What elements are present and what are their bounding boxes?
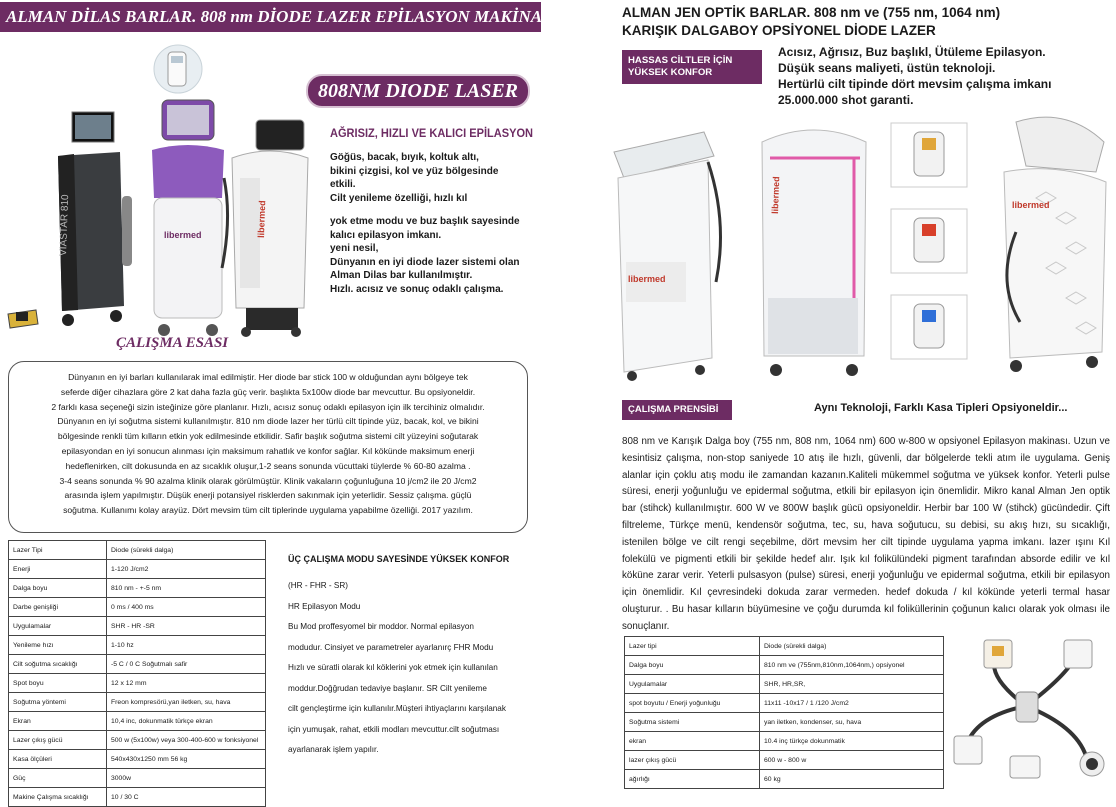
laser-machine-image xyxy=(604,122,734,384)
spec-table-right xyxy=(624,636,944,789)
mode-line: moddur.Doğğrudan tedaviye başlanır. SR Cilt yenileme xyxy=(288,683,487,693)
spec-value: 500 w (5x100w) veya 300-400-600 w fonksiyonel xyxy=(107,731,266,750)
spec-key: Kasa ölçüleri xyxy=(9,750,107,769)
spec-row xyxy=(625,637,944,656)
spec-row xyxy=(9,560,266,579)
highlight-line: Düşük seans maliyeti, üstün teknoloji. xyxy=(778,61,996,75)
brand-label-libermed-5: libermed xyxy=(1012,200,1050,210)
laser-machine-image xyxy=(986,112,1114,376)
brand-label-libermed: libermed xyxy=(164,230,202,240)
handpiece-image xyxy=(890,294,968,360)
spec-key: Dalga boyu xyxy=(625,656,760,675)
feature-line xyxy=(330,205,540,215)
brand-label-viastar: VIASTAR 810 xyxy=(58,194,72,257)
mode-line: Hızlı ve süratli olarak kıl köklerini yok etmek için kullanılan xyxy=(288,663,498,672)
description-box xyxy=(8,361,528,533)
spec-value: SHR - HR -SR xyxy=(107,617,266,636)
spec-value: -5 C / 0 C Soğutmalı safir xyxy=(107,655,266,674)
spec-row xyxy=(9,617,266,636)
spec-row xyxy=(625,713,944,732)
description-line: hedeflenirken, cilt dokusunda en az sıcaklık oluşur,1-2 seans sonunda vücuttaki tüylerde % 60-80 azalma . xyxy=(65,460,471,471)
principle-tag: ÇALIŞMA PRENSİBİ xyxy=(622,400,732,420)
brand-label-libermed-3: libermed xyxy=(628,274,666,284)
left-page-title: ALMAN DİLAS BARLAR. 808 nm DİODE LAZER EPİLASYON MAKİNASI xyxy=(0,2,541,32)
spec-key: Dalga boyu xyxy=(9,579,107,598)
feature-line: Hızlı. acısız ve sonuç odaklı çalışma. xyxy=(330,283,504,295)
spec-row xyxy=(625,770,944,789)
feature-line: kalıcı epilasyon imkanı. xyxy=(330,229,442,241)
section-heading: ÇALIŞMA ESASI xyxy=(116,335,229,351)
spec-value: yan iletken, kondenser, su, hava xyxy=(760,713,944,732)
mode-line: cilt gençleştirme için kullanılır.Müşteri ihtiyaçlarını karşılanak xyxy=(288,704,506,713)
feature-line: Dünyanın en iyi diode lazer sistemi olan xyxy=(330,256,520,268)
spec-key: Lazer tipi xyxy=(625,637,760,656)
spec-row xyxy=(9,712,266,731)
description-line: soğutma. Kullanımı kolay arayüz. Dört mevsim tüm cilt tiplerinde uygulama yapabilme özelliği. 2017 yazılım. xyxy=(63,505,473,516)
handpiece-cluster-image xyxy=(946,636,1116,796)
laser-machine-image xyxy=(750,118,878,384)
spec-key: Soğutma yöntemi xyxy=(9,693,107,712)
mode-line: Bu Mod proffesyomel bir moddor. Normal epilasyon xyxy=(288,622,474,631)
spec-key: Enerji xyxy=(9,560,107,579)
spec-value: 60 kg xyxy=(760,770,944,789)
feature-line: etkili. xyxy=(330,179,356,190)
spec-value: 600 w - 800 w xyxy=(760,751,944,770)
brand-label-libermed-2: libermed xyxy=(256,200,268,239)
spec-value: 10 / 30 C xyxy=(107,788,266,807)
spec-value: 810 nm - +-5 nm xyxy=(107,579,266,598)
spec-key: Uygulamalar xyxy=(625,675,760,694)
mode-line: ayarlanarak işlem yapılır. xyxy=(288,745,379,754)
handpiece-image xyxy=(150,44,206,94)
spec-value: 11x11 -10x17 / 1 /120 J/cm2 xyxy=(760,694,944,713)
spec-table-left xyxy=(8,540,266,807)
spec-key: Lazer çıkış gücü xyxy=(9,731,107,750)
mode-line: HR Epilasyon Modu xyxy=(288,601,361,611)
spec-key: spot boyutu / Enerji yoğunluğu xyxy=(625,694,760,713)
mode-line: (HR - FHR - SR) xyxy=(288,581,349,590)
spec-row xyxy=(9,731,266,750)
description-line: seferde diğer cihazlara göre 2 kat daha fazla güç verir. başlıkta 5x100w diode bar mevcuttur. Bu opsiyoneldir. xyxy=(60,386,476,397)
spec-value: 12 x 12 mm xyxy=(107,674,266,693)
right-title-line: ALMAN JEN OPTİK BARLAR. 808 nm ve (755 nm, 1064 nm) xyxy=(622,5,1001,20)
feature-line: yok etme modu ve buz başlık sayesinde xyxy=(330,216,520,227)
spec-value: Freon kompresörü,yan iletken, su, hava xyxy=(107,693,266,712)
feature-line: Göğüs, bacak, bıyık, koltuk altı, xyxy=(330,152,479,163)
spec-key: lazer çıkış gücü xyxy=(625,751,760,770)
laser-machine-image xyxy=(142,98,234,344)
brand-label-libermed-4: libermed xyxy=(770,176,782,215)
feature-line: yeni nesil, xyxy=(330,243,379,254)
spec-value: Diode (sürekli dalga) xyxy=(760,637,944,656)
highlights-list xyxy=(778,44,1051,108)
spec-value: 1-120 J/cm2 xyxy=(107,560,266,579)
spec-key: Makine Çalışma sıcaklığı xyxy=(9,788,107,807)
highlight-line: Hertürlü cilt tipinde dört mevsim çalışma imkanı xyxy=(778,77,1052,91)
spec-row xyxy=(9,541,266,560)
description-line: epilasyondan en iyi sonucun alınması için maksimum rahatlık ve konfor sağlar. Kıl kökünde maksimum enerji xyxy=(61,445,475,456)
product-title-badge: 808NM DIODE LASER xyxy=(306,74,530,108)
spec-key: Uygulamalar xyxy=(9,617,107,636)
right-machines-illustration xyxy=(600,112,1116,382)
spec-row xyxy=(625,656,944,675)
spec-row xyxy=(9,655,266,674)
feature-line: Cilt yenileme özelliği, hızlı kıl xyxy=(330,192,468,204)
spec-key: Soğutma sistemi xyxy=(625,713,760,732)
comfort-tag xyxy=(622,50,762,84)
left-machines-illustration xyxy=(0,36,318,336)
spec-row xyxy=(9,750,266,769)
foot-pedal-image xyxy=(4,294,40,330)
principle-subtitle: Aynı Teknoloji, Farklı Kasa Tipleri Opsiyoneldir... xyxy=(814,402,1068,414)
spec-value: 0 ms / 400 ms xyxy=(107,598,266,617)
mode-heading: ÜÇ ÇALIŞMA MODU SAYESİNDE YÜKSEK KONFOR xyxy=(288,554,510,564)
spec-key: Cilt soğutma sıcaklığı xyxy=(9,655,107,674)
description-line: 3-4 seans sonunda % 90 azalma klinik olarak görülmüştür. Klinik vakaların çoğunluğuna 10 j/cm2 ile 20 J/cm2 xyxy=(59,475,477,486)
spec-value: Diode (sürekli dalga) xyxy=(107,541,266,560)
comfort-tag-line: HASSAS CİLTLER İÇİN xyxy=(628,55,733,66)
spec-value: SHR, HR,SR, xyxy=(760,675,944,694)
spec-value: 540x430x1250 mm 56 kg xyxy=(107,750,266,769)
spec-key: Darbe genişliği xyxy=(9,598,107,617)
spec-row xyxy=(625,675,944,694)
handpiece-image xyxy=(890,208,968,274)
comfort-tag-line: YÜKSEK KONFOR xyxy=(628,67,713,78)
spec-key: Güç xyxy=(9,769,107,788)
mode-line: modudur. Cinsiyet ve parametreler ayarlanırç FHR Modu xyxy=(288,642,494,652)
description-line: 2 farklı kasa seçeneği sizin isteğinize göre planlanır. Hızlı, acısız sonuç odaklı epilasyon için ilk tercihiniz olmalıdır. xyxy=(51,401,485,412)
laser-machine-image xyxy=(226,118,314,338)
spec-row xyxy=(9,598,266,617)
spec-value: 10.4 inç türkçe dokunmatik xyxy=(760,732,944,751)
feature-list xyxy=(330,151,540,296)
spec-value: 10,4 inc, dokunmatik türkçe ekran xyxy=(107,712,266,731)
spec-row xyxy=(9,769,266,788)
spec-row xyxy=(625,732,944,751)
description-line: Dünyanın en iyi soğutma sistemi kullanılmıştır. 810 nm diode lazer her türlü cilt tipinde yüz, bacak, kol, ve bikini xyxy=(57,416,479,427)
feature-line: Alman Dilas bar kullanılmıştır. xyxy=(330,270,473,281)
spec-value: 1-10 hz xyxy=(107,636,266,655)
right-title-line: KARIŞIK DALGABOY OPSİYONEL DİODE LAZER xyxy=(622,23,936,38)
spec-value: 810 nm ve (755nm,810nm,1064nm,) opsiyonel xyxy=(760,656,944,675)
spec-row xyxy=(9,693,266,712)
spec-key: Ekran xyxy=(9,712,107,731)
mode-description xyxy=(288,576,538,761)
laser-machine-image xyxy=(38,106,138,336)
highlight-line: Acısız, Ağrısız, Buz başlıkl, Ütüleme Epilasyon. xyxy=(778,45,1046,59)
spec-row xyxy=(625,694,944,713)
spec-key: Yenileme hızı xyxy=(9,636,107,655)
spec-key: Lazer Tipi xyxy=(9,541,107,560)
description-line: bölgesinde renkli tüm kılların etkin yok edilmesinde etkilidir. Safir başlık soğutma sistemi cilt yüzeyini soğutarak xyxy=(57,431,479,442)
description-line: arasında işlem yapılmıştır. Düşük enerji potansiyel risklerden sakınmak için yeterlidir. Sessiz çalışma. güçlü xyxy=(64,490,472,501)
highlight-line: 25.000.000 shot garanti. xyxy=(778,93,914,107)
spec-row xyxy=(9,788,266,807)
right-page-title xyxy=(622,4,1000,40)
spec-row xyxy=(625,751,944,770)
spec-row xyxy=(9,636,266,655)
mode-line: için yumuşak, rahat, etkili modları mevcuttur.cilt soğutması xyxy=(288,724,500,734)
spec-key: ekran xyxy=(625,732,760,751)
spec-value: 3000w xyxy=(107,769,266,788)
feature-line: bikini çizgisi, kol ve yüz bölgesinde xyxy=(330,165,499,177)
spec-row xyxy=(9,579,266,598)
spec-key: Spot boyu xyxy=(9,674,107,693)
spec-key: ağırlığı xyxy=(625,770,760,789)
principle-description: 808 nm ve Karışık Dalga boy (755 nm, 808 nm, 1064 nm) 600 w-800 w opsiyonel Epilasyon makinası. Uzun ve kesintisiz çalışma, non-stop saniyede 10 atış ile hızlı, güvenli, dar bölgelerde tekli atım ile uygulama. Geniş alanlar için çoklu atış modu ile zamandan kazanın.Kaliteli mükemmel soğutma ve yüksek konfor. Yeterli pulse süresi, enerji yoğunluğu ve epidermal soğutma, etkili bir epilasyon için önemlidir. Mikro kanal Alman Jen optik bar (stihck) kullanılmıştır. 600 W ve 800W başlık gücü opsiyoneldir. Herbir bar 100 W (stihck) gücündedir. Çift filtreleme, Türkçe menü, kendensör soğutma, tec, su, hava soğutucu, su debisi, su akış hızı, su sıcaklığı, istenilen bölge ve cilt rengi seçebilme, dört mevsim her cilt tipinde uygulama yapma imkanı. lazer ışını Kıl folekülü ve pigmenti etkili bir şekilde hedef alır. Işık kıl folikülündeki pigment tarafından absorde edilir ve kıl köküne zarar verir. Yeterli pulsasyon (pulse) süresi, enerji yoğunluğu ve epidermal soğutma, etkili bir epilasyon için önemlidir. Kıl çevresindeki dokuda zarar vermeden. hedef dokuda / kıl kökünde yeterli termal hasar oluşturur. . Bu hasar kılların büyümesine ve çoğu durumda kıl foliküllerinin çoğunun kalıcı olarak yok olması ile sonuçlanır. xyxy=(622,436,1110,632)
handpiece-image xyxy=(890,122,968,188)
description-line: Dünyanın en iyi barları kullanılarak imal edilmiştir. Her diode bar stick 100 w olduğundan aynı bölgeye tek xyxy=(68,372,468,382)
feature-heading: AĞRISIZ, HIZLI VE KALICI EPİLASYON xyxy=(330,126,534,140)
spec-row xyxy=(9,674,266,693)
